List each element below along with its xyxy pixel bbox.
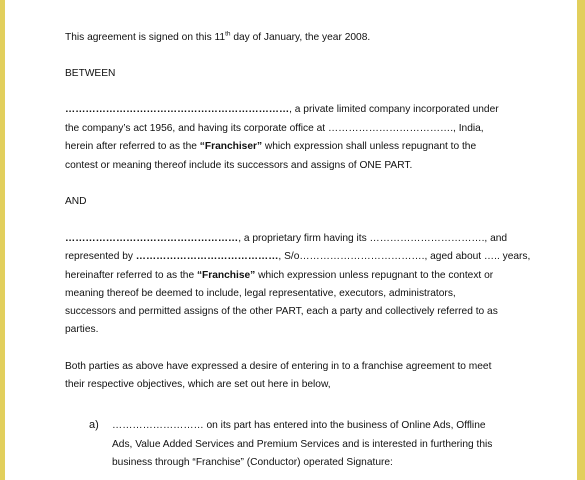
- list-marker-a: a): [89, 419, 99, 431]
- party2-line-5: successors and permitted assigns of the other PART, each a party and collectively referred to as: [65, 306, 498, 317]
- party2-line-3: [65, 270, 493, 282]
- item-a-line-3: business through “Franchise” (Conductor) operated Signature:: [112, 457, 393, 468]
- party1-line-3-post: which expression shall unless repugnant to the: [262, 141, 477, 152]
- document-page: [5, 0, 577, 480]
- party1-line-3-pre: herein after referred to as the: [65, 141, 200, 152]
- party1-line-1-text: , a private limited company incorporated under: [289, 104, 499, 115]
- party2-line-2-post: , S/o………………………………., aged about ….. years,: [278, 251, 531, 262]
- opening-text: This agreement is signed on this 11: [65, 32, 226, 43]
- party1-name-blank: …………………………………………………………: [65, 104, 290, 115]
- franchise-term: “Franchise”: [196, 270, 256, 281]
- item-a-line-2: Ads, Value Added Services and Premium Services and is interested in furthering this: [112, 439, 493, 450]
- opening-superscript: th: [225, 30, 231, 38]
- opening-text-end: day of January, the year 2008.: [230, 32, 371, 43]
- objectives-line-1: Both parties as above have expressed a desire of entering in to a franchise agreement to meet: [65, 361, 492, 372]
- party2-line-1-text: , a proprietary firm having its ……………………………., and: [238, 233, 508, 244]
- party1-line-3: [65, 141, 476, 153]
- party1-line-2: the company’s act 1956, and having its corporate office at ………………………………., India,: [65, 123, 484, 134]
- objectives-line-2: their respective objectives, which are set out here in below,: [65, 379, 331, 390]
- franchiser-term: “Franchiser”: [199, 141, 263, 152]
- party2-line-3-pre: hereinafter referred to as the: [65, 270, 197, 281]
- party2-line-1: [65, 233, 507, 245]
- opening-line: [65, 32, 370, 44]
- party2-name-blank: ……………………………………………: [65, 233, 239, 244]
- party2-line-6: parties.: [65, 324, 99, 335]
- party2-line-4: meaning thereof be deemed to include, legal representative, executors, administrators,: [65, 288, 456, 299]
- between-heading: BETWEEN: [65, 68, 116, 79]
- and-heading: AND: [65, 196, 87, 207]
- party1-line-1: [65, 104, 499, 116]
- item-a-line-1: ……………………… on its part has entered into the business of Online Ads, Offline: [112, 420, 486, 431]
- party2-line-2-pre: represented by: [65, 251, 136, 262]
- party2-line-2: [65, 251, 530, 263]
- party1-line-4: contest or meaning thereof include its successors and assigns of ONE PART.: [65, 160, 413, 171]
- representative-blank: ……………………………………: [135, 251, 279, 262]
- party2-line-3-post: which expression unless repugnant to the context or: [255, 270, 494, 281]
